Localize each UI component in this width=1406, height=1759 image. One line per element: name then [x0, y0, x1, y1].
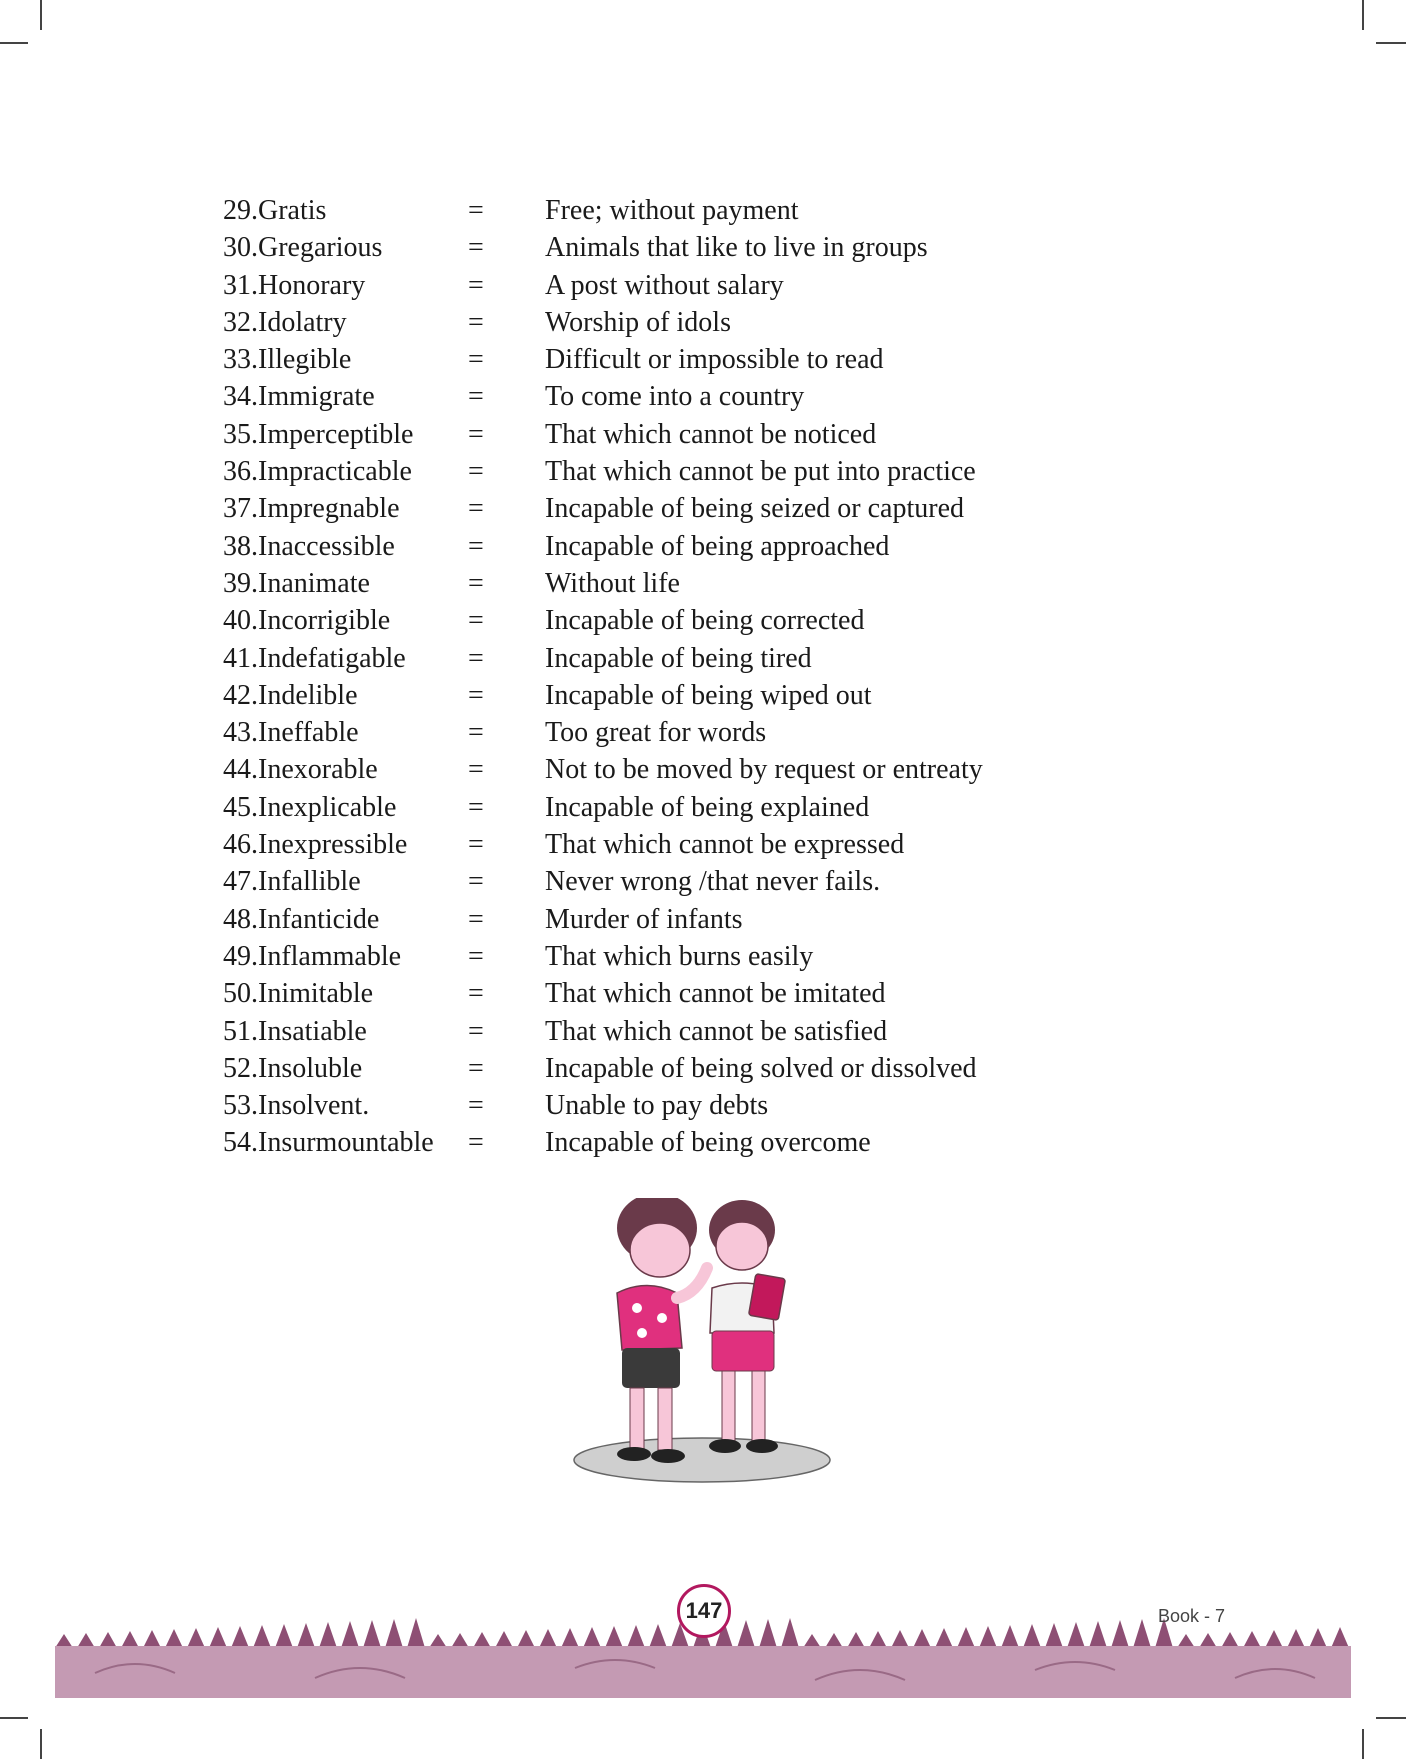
word-entry — [210, 677, 1090, 714]
equals-sign: = — [468, 717, 484, 749]
entry-word: Inaccessible — [258, 530, 395, 562]
entry-meaning: Without life — [545, 567, 680, 599]
word-entry — [210, 1013, 1090, 1050]
entry-meaning: That which cannot be expressed — [545, 829, 905, 861]
equals-sign: = — [468, 456, 484, 488]
equals-sign: = — [468, 679, 484, 711]
entry-word: Insoluble — [258, 1052, 363, 1084]
entry-meaning: Incapable of being approached — [545, 530, 890, 562]
crop-mark — [1376, 42, 1406, 44]
word-entry — [210, 751, 1090, 788]
entry-word: Idolatry — [258, 306, 347, 338]
word-entry — [210, 267, 1090, 304]
entry-word: Gratis — [258, 195, 327, 226]
entry-meaning: Incapable of being explained — [545, 791, 870, 823]
equals-sign: = — [468, 978, 484, 1010]
entry-meaning: Incapable of being wiped out — [545, 679, 872, 711]
entry-word: Ineffable — [258, 717, 359, 749]
equals-sign: = — [468, 1015, 484, 1047]
page-number: 147 — [677, 1584, 731, 1638]
entry-meaning: Incapable of being corrected — [545, 605, 865, 637]
entry-meaning: Animals that like to live in groups — [545, 232, 928, 264]
entry-number: 33. — [223, 344, 258, 376]
entry-number: 38. — [223, 530, 258, 562]
equals-sign: = — [468, 381, 484, 413]
entry-number: 48. — [223, 903, 258, 935]
crop-mark — [0, 1717, 28, 1719]
word-entry — [210, 975, 1090, 1012]
entry-meaning: Difficult or impossible to read — [545, 344, 884, 376]
entry-number: 54. — [223, 1127, 258, 1159]
entry-meaning: Not to be moved by request or entreaty — [545, 754, 983, 786]
equals-sign: = — [468, 530, 484, 562]
entry-word: Insolvent. — [258, 1090, 370, 1122]
word-entry — [210, 341, 1090, 378]
entry-word: Impracticable — [258, 456, 412, 488]
entry-meaning: That which cannot be put into practice — [545, 456, 976, 488]
entry-meaning: That which cannot be satisfied — [545, 1015, 888, 1047]
equals-sign: = — [468, 605, 484, 637]
entry-meaning: Free; without payment — [545, 195, 799, 226]
entry-meaning: Incapable of being seized or captured — [545, 493, 965, 525]
entry-word: Inimitable — [258, 978, 374, 1010]
entry-number: 51. — [223, 1015, 258, 1047]
equals-sign: = — [468, 866, 484, 898]
entry-word: Gregarious — [258, 232, 383, 264]
entry-meaning: That which cannot be imitated — [545, 978, 886, 1010]
one-word-substitution-list — [210, 192, 1090, 1162]
word-entry — [210, 453, 1090, 490]
entry-number: 52. — [223, 1052, 258, 1084]
word-entry — [210, 714, 1090, 751]
entry-number: 49. — [223, 940, 258, 972]
entry-word: Imperceptible — [258, 418, 414, 450]
entry-meaning: Too great for words — [545, 717, 767, 749]
entry-meaning: A post without salary — [545, 269, 784, 301]
word-entry — [210, 378, 1090, 415]
entry-word: Honorary — [258, 269, 366, 301]
equals-sign: = — [468, 1127, 484, 1159]
book-label: Book - 7 — [1158, 1606, 1226, 1626]
equals-sign: = — [468, 1090, 484, 1122]
entry-meaning: That which burns easily — [545, 940, 814, 972]
entry-number: 35. — [223, 418, 258, 450]
entry-number: 37. — [223, 493, 258, 525]
entry-meaning: Never wrong /that never fails. — [545, 866, 881, 898]
entry-meaning: Worship of idols — [545, 306, 731, 338]
entry-meaning: Unable to pay debts — [545, 1090, 769, 1122]
equals-sign: = — [468, 567, 484, 599]
entry-word: Immigrate — [258, 381, 375, 413]
entry-number: 30. — [223, 232, 258, 264]
equals-sign: = — [468, 269, 484, 301]
equals-sign: = — [468, 829, 484, 861]
crop-mark — [1362, 0, 1364, 30]
entry-word: Infanticide — [258, 903, 380, 935]
word-entry — [210, 938, 1090, 975]
word-entry — [210, 602, 1090, 639]
equals-sign: = — [468, 642, 484, 674]
equals-sign: = — [468, 232, 484, 264]
entry-number: 36. — [223, 456, 258, 488]
entry-meaning: Incapable of being tired — [545, 642, 812, 674]
entry-word: Inexplicable — [258, 791, 397, 823]
entry-word: Inexorable — [258, 754, 378, 786]
word-entry — [210, 1124, 1090, 1161]
entry-number: 41. — [223, 642, 258, 674]
equals-sign: = — [468, 940, 484, 972]
word-entry — [210, 528, 1090, 565]
entry-number: 42. — [223, 679, 258, 711]
entry-word: Incorrigible — [258, 605, 391, 637]
word-entry — [210, 304, 1090, 341]
equals-sign: = — [468, 754, 484, 786]
entry-word: Indelible — [258, 679, 358, 711]
word-entry — [210, 826, 1090, 863]
crop-mark — [40, 1729, 42, 1759]
equals-sign: = — [468, 903, 484, 935]
entry-number: 34. — [223, 381, 258, 413]
entry-meaning: That which cannot be noticed — [545, 418, 877, 450]
crop-mark — [0, 42, 28, 44]
equals-sign: = — [468, 493, 484, 525]
entry-number: 47. — [223, 866, 258, 898]
entry-word: Insurmountable — [258, 1127, 434, 1159]
equals-sign: = — [468, 195, 484, 226]
word-entry — [210, 565, 1090, 602]
word-entry — [210, 901, 1090, 938]
entry-number: 44. — [223, 754, 258, 786]
equals-sign: = — [468, 344, 484, 376]
entry-number: 43. — [223, 717, 258, 749]
word-entry — [210, 490, 1090, 527]
entry-word: Insatiable — [258, 1015, 367, 1047]
word-entry — [210, 863, 1090, 900]
entry-word: Inanimate — [258, 567, 370, 599]
entry-number: 45. — [223, 791, 258, 823]
entry-meaning: Incapable of being overcome — [545, 1127, 871, 1159]
entry-number: 53. — [223, 1090, 258, 1122]
entry-word: Indefatigable — [258, 642, 406, 674]
entry-meaning: To come into a country — [545, 381, 805, 413]
entry-meaning: Murder of infants — [545, 903, 743, 935]
entry-number: 40. — [223, 605, 258, 637]
word-entry — [210, 1050, 1090, 1087]
two-boys-illustration — [562, 1198, 842, 1488]
entry-number: 32. — [223, 306, 258, 338]
entry-word: Inflammable — [258, 940, 402, 972]
equals-sign: = — [468, 1052, 484, 1084]
entry-number: 39. — [223, 567, 258, 599]
entry-number: 31. — [223, 269, 258, 301]
entry-number: 29. — [223, 195, 258, 226]
word-entry — [210, 1087, 1090, 1124]
word-entry — [210, 416, 1090, 453]
word-entry — [210, 789, 1090, 826]
entry-word: Illegible — [258, 344, 352, 376]
entry-number: 50. — [223, 978, 258, 1010]
crop-mark — [40, 0, 42, 30]
entry-meaning: Incapable of being solved or dissolved — [545, 1052, 977, 1084]
entry-word: Infallible — [258, 866, 361, 898]
equals-sign: = — [468, 306, 484, 338]
word-entry — [210, 229, 1090, 266]
equals-sign: = — [468, 791, 484, 823]
entry-word: Inexpressible — [258, 829, 408, 861]
equals-sign: = — [468, 418, 484, 450]
entry-number: 46. — [223, 829, 258, 861]
word-entry — [210, 192, 1090, 229]
crop-mark — [1376, 1717, 1406, 1719]
entry-word: Impregnable — [258, 493, 400, 525]
word-entry — [210, 640, 1090, 677]
crop-mark — [1362, 1729, 1364, 1759]
